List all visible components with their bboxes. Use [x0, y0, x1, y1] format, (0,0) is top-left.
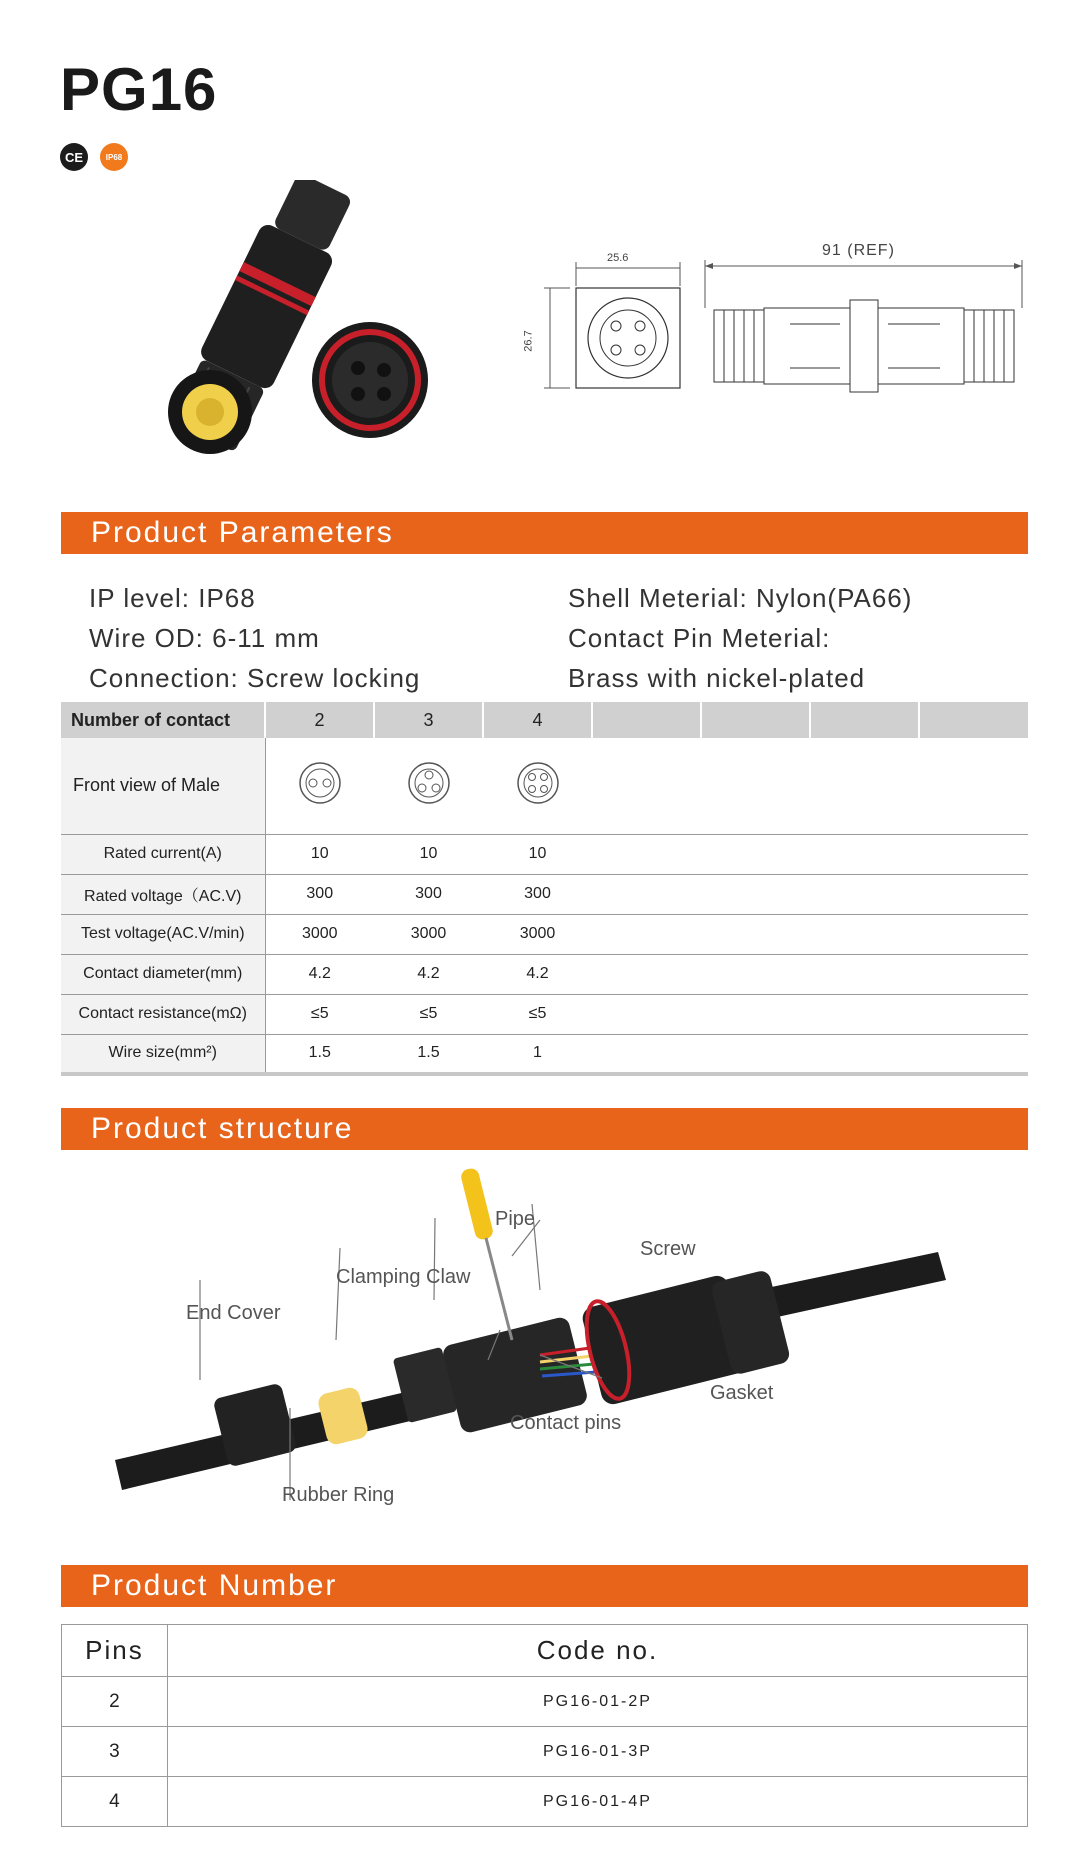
cell: 3000	[483, 914, 592, 954]
label-contact-pins: Contact pins	[510, 1412, 622, 1434]
cell-empty	[592, 834, 1028, 874]
parameters-banner	[61, 512, 1028, 554]
row-label: Test voltage(AC.V/min)	[61, 914, 265, 954]
row-label: Contact diameter(mm)	[61, 954, 265, 994]
spec-row	[61, 1034, 1028, 1074]
front-dimension-drawing	[520, 248, 685, 398]
param-pin-material: Contact Pin Meterial:	[568, 623, 831, 653]
label-pipe: Pipe	[495, 1208, 536, 1230]
cell: 1.5	[265, 1034, 374, 1074]
param-connection: Connection: Screw locking	[89, 663, 421, 693]
product-number-table	[61, 1624, 1028, 1827]
header-pins: Pins	[62, 1625, 168, 1677]
parameters-right	[568, 578, 912, 698]
cell: 4.2	[483, 954, 592, 994]
length-dimension: 91 (REF)	[822, 242, 895, 259]
pins-cell: 2	[62, 1677, 168, 1727]
cell: 300	[483, 874, 592, 914]
param-wire-od: Wire OD: 6-11 mm	[89, 623, 320, 653]
front-view-2-pin	[265, 738, 374, 834]
param-ip-level: IP level: IP68	[89, 583, 256, 613]
cell: 10	[265, 834, 374, 874]
cell-empty	[592, 874, 1028, 914]
cell-empty	[592, 914, 1028, 954]
row-label: Rated voltage（AC.V)	[61, 874, 265, 914]
parameters-left	[89, 578, 420, 698]
label-rubber-ring: Rubber Ring	[282, 1484, 395, 1506]
spec-header-row	[61, 702, 1028, 738]
header-contact-4: 4	[483, 702, 592, 738]
code-cell: PG16-01-2P	[167, 1677, 1027, 1727]
cell: 1	[483, 1034, 592, 1074]
row-label: Wire size(mm²)	[61, 1034, 265, 1074]
ip68-badge-icon: IP68	[100, 143, 128, 171]
header-empty	[701, 702, 810, 738]
number-banner	[61, 1565, 1028, 1607]
front-view-4-pin	[483, 738, 592, 834]
spec-row	[61, 914, 1028, 954]
spec-row	[61, 874, 1028, 914]
cell: 10	[374, 834, 483, 874]
label-clamping-claw: Clamping Claw	[336, 1266, 471, 1288]
cell: 300	[374, 874, 483, 914]
cell: 3000	[374, 914, 483, 954]
table-row	[62, 1677, 1028, 1727]
front-view-row	[61, 738, 1028, 834]
spec-table	[61, 702, 1028, 1076]
header-label: Number of contact	[61, 702, 265, 738]
table-row	[62, 1777, 1028, 1827]
label-gasket: Gasket	[710, 1382, 774, 1404]
header-empty	[810, 702, 919, 738]
pins-cell: 3	[62, 1727, 168, 1777]
cell: 3000	[265, 914, 374, 954]
connector-photo	[150, 180, 450, 470]
structure-heading: Product structure	[91, 1112, 354, 1145]
ce-mark-icon: CE	[60, 143, 88, 171]
cell: 1.5	[374, 1034, 483, 1074]
spec-row	[61, 994, 1028, 1034]
spec-row	[61, 834, 1028, 874]
cell: 10	[483, 834, 592, 874]
cell-empty	[592, 954, 1028, 994]
cell: 300	[265, 874, 374, 914]
cell: 4.2	[374, 954, 483, 994]
number-header-row	[62, 1625, 1028, 1677]
front-view-3-pin	[374, 738, 483, 834]
height-dimension: 26.7	[522, 330, 535, 352]
structure-banner	[61, 1108, 1028, 1150]
product-title: PG16	[60, 56, 218, 123]
width-dimension: 25.6	[607, 252, 629, 264]
cell: 4.2	[265, 954, 374, 994]
header-code: Code no.	[167, 1625, 1027, 1677]
cell: ≤5	[265, 994, 374, 1034]
header-contact-3: 3	[374, 702, 483, 738]
cell-empty	[592, 1034, 1028, 1074]
cell-empty	[592, 994, 1028, 1034]
row-label: Rated current(A)	[61, 834, 265, 874]
table-row	[62, 1727, 1028, 1777]
label-screw: Screw	[640, 1238, 696, 1260]
front-view-label: Front view of Male	[61, 738, 265, 834]
param-shell-material: Shell Meterial: Nylon(PA66)	[568, 583, 913, 613]
param-pin-plating: Brass with nickel-plated	[568, 663, 866, 693]
code-cell: PG16-01-4P	[167, 1777, 1027, 1827]
pins-cell: 4	[62, 1777, 168, 1827]
parameters-heading: Product Parameters	[91, 516, 394, 549]
cell: ≤5	[374, 994, 483, 1034]
label-end-cover: End Cover	[186, 1302, 281, 1324]
cell: ≤5	[483, 994, 592, 1034]
header-empty	[592, 702, 701, 738]
row-label: Contact resistance(mΩ)	[61, 994, 265, 1034]
code-cell: PG16-01-3P	[167, 1727, 1027, 1777]
side-dimension-drawing	[700, 258, 1030, 400]
spec-row	[61, 954, 1028, 994]
header-empty	[919, 702, 1028, 738]
header-contact-2: 2	[265, 702, 374, 738]
front-view-empty	[592, 738, 1028, 834]
number-heading: Product Number	[91, 1569, 338, 1602]
